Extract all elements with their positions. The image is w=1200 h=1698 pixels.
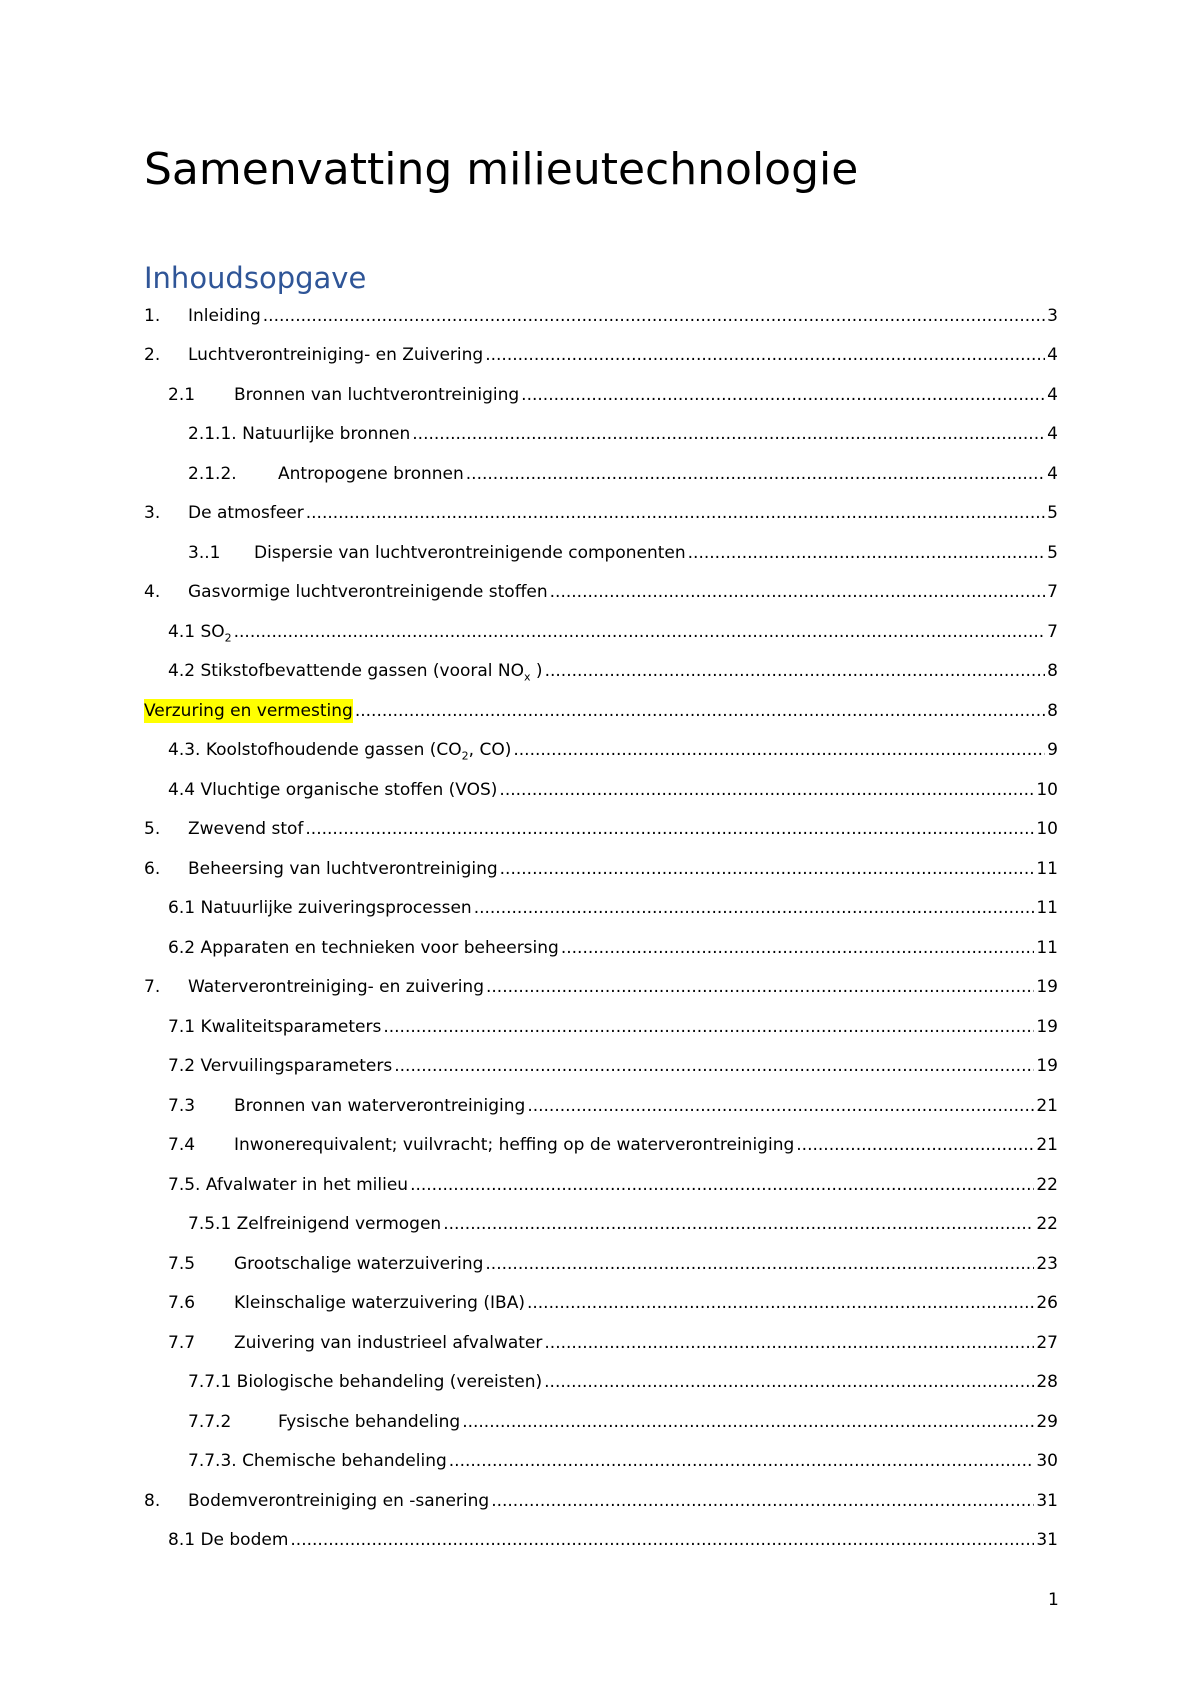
toc-dot-leader bbox=[561, 936, 1035, 960]
toc-entry-title-suffix: ) bbox=[530, 661, 543, 681]
toc-entry-waterverontreiniging[interactable] bbox=[144, 975, 1058, 999]
toc-entry-bodemverontreiniging[interactable] bbox=[144, 1489, 1058, 1513]
toc-entry-title: 7.7.3. Chemische behandeling bbox=[188, 1451, 447, 1471]
toc-entry-title: Antropogene bronnen bbox=[278, 464, 464, 484]
toc-entry-fysische[interactable] bbox=[188, 1410, 1058, 1434]
toc-entry-page: 4 bbox=[1047, 464, 1058, 484]
toc-entry-number: 2.1.2. bbox=[188, 464, 237, 484]
toc-dot-leader bbox=[521, 383, 1045, 407]
toc-entry-title: 8.1 De bodem bbox=[168, 1530, 289, 1550]
toc-dot-leader bbox=[485, 343, 1045, 367]
toc-entry-dispersie[interactable] bbox=[188, 541, 1058, 565]
toc-entry-verzuring[interactable] bbox=[144, 699, 1058, 723]
toc-entry-page: 30 bbox=[1036, 1451, 1058, 1471]
toc-dot-leader bbox=[527, 1094, 1034, 1118]
toc-dot-leader bbox=[527, 1291, 1034, 1315]
toc-entry-title-highlighted: Verzuring en vermesting bbox=[144, 701, 353, 721]
subscript: x bbox=[524, 670, 531, 683]
toc-entry-kleinschalige[interactable] bbox=[168, 1291, 1058, 1315]
toc-dot-leader bbox=[796, 1133, 1034, 1157]
toc-entry-title: Fysische behandeling bbox=[278, 1412, 461, 1432]
toc-entry-number: 7.3 bbox=[168, 1096, 196, 1116]
toc-entry-de-bodem[interactable] bbox=[168, 1528, 1058, 1552]
toc-dot-leader bbox=[499, 778, 1034, 802]
toc-entry-natuurlijke-zuivering[interactable] bbox=[168, 896, 1058, 920]
toc-entry-natuurlijke-bronnen[interactable] bbox=[188, 422, 1058, 446]
toc-entry-title: 7.1 Kwaliteitsparameters bbox=[168, 1017, 382, 1037]
toc-entry-title-text: 4.1 SO bbox=[168, 622, 225, 642]
toc-dot-leader bbox=[394, 1054, 1034, 1078]
toc-entry-title: Luchtverontreiniging- en Zuivering bbox=[188, 345, 484, 365]
toc-dot-leader bbox=[688, 541, 1046, 565]
toc-dot-leader bbox=[466, 462, 1045, 486]
toc-entry-number: 7. bbox=[144, 977, 161, 997]
toc-heading: Inhoudsopgave bbox=[144, 261, 367, 295]
toc-entry-bronnen-lucht[interactable] bbox=[168, 383, 1058, 407]
toc-entry-number: 2.1 bbox=[168, 385, 196, 405]
toc-dot-leader bbox=[486, 975, 1034, 999]
toc-dot-leader bbox=[443, 1212, 1034, 1236]
toc-dot-leader bbox=[383, 1015, 1034, 1039]
toc-entry-title: Waterverontreiniging- en zuivering bbox=[188, 977, 484, 997]
toc-dot-leader bbox=[545, 659, 1046, 683]
toc-entry-number: 7.6 bbox=[168, 1293, 196, 1313]
toc-entry-page: 19 bbox=[1036, 1017, 1058, 1037]
toc-entry-page: 5 bbox=[1047, 503, 1058, 523]
toc-entry-page: 19 bbox=[1036, 1056, 1058, 1076]
toc-entry-stikstof[interactable] bbox=[168, 659, 1058, 683]
toc-entry-title: 7.5. Afvalwater in het milieu bbox=[168, 1175, 409, 1195]
toc-dot-leader bbox=[513, 738, 1045, 762]
toc-entry-title: Zwevend stof bbox=[188, 819, 304, 839]
toc-entry-title: Inleiding bbox=[188, 306, 261, 326]
toc-entry-title-text: 4.3. Koolstofhoudende gassen (CO bbox=[168, 740, 462, 760]
toc-entry-title: Beheersing van luchtverontreiniging bbox=[188, 859, 498, 879]
toc-entry-page: 21 bbox=[1036, 1135, 1058, 1155]
toc-entry-afvalwater-milieu[interactable] bbox=[168, 1173, 1058, 1197]
toc-dot-leader bbox=[485, 1252, 1034, 1276]
toc-dot-leader bbox=[544, 1331, 1034, 1355]
toc-entry-zelfreinigend[interactable] bbox=[188, 1212, 1058, 1236]
toc-entry-title: Dispersie van luchtverontreinigende componenten bbox=[254, 543, 686, 563]
toc-entry-page: 26 bbox=[1036, 1293, 1058, 1313]
toc-entry-title: Kleinschalige waterzuivering (IBA) bbox=[234, 1293, 525, 1313]
toc-entry-luchtverontreiniging[interactable] bbox=[144, 343, 1058, 367]
toc-entry-number: 7.7 bbox=[168, 1333, 196, 1353]
toc-entry-title: 6.1 Natuurlijke zuiveringsprocessen bbox=[168, 898, 472, 918]
toc-entry-title: 7.7.1 Biologische behandeling (vereisten) bbox=[188, 1372, 543, 1392]
toc-dot-leader bbox=[410, 1173, 1034, 1197]
toc-entry-number: 1. bbox=[144, 306, 161, 326]
toc-entry-page: 27 bbox=[1036, 1333, 1058, 1353]
toc-entry-number: 6. bbox=[144, 859, 161, 879]
toc-entry-page: 11 bbox=[1036, 938, 1058, 958]
toc-entry-page: 28 bbox=[1036, 1372, 1058, 1392]
toc-entry-page: 19 bbox=[1036, 977, 1058, 997]
toc-entry-page: 31 bbox=[1036, 1530, 1058, 1550]
toc-entry-page: 23 bbox=[1036, 1254, 1058, 1274]
toc-entry-antropogene-bronnen[interactable] bbox=[188, 462, 1058, 486]
toc-entry-page: 10 bbox=[1036, 819, 1058, 839]
toc-entry-page: 9 bbox=[1047, 740, 1058, 760]
toc-entry-title: Zuivering van industrieel afvalwater bbox=[234, 1333, 543, 1353]
subscript: 2 bbox=[461, 749, 469, 762]
toc-entry-title-suffix: , CO) bbox=[468, 740, 512, 760]
toc-entry-page: 22 bbox=[1036, 1175, 1058, 1195]
toc-entry-page: 21 bbox=[1036, 1096, 1058, 1116]
toc-entry-title bbox=[168, 659, 543, 683]
toc-entry-title bbox=[168, 738, 511, 762]
toc-entry-number: 2. bbox=[144, 345, 161, 365]
toc-entry-title: Inwonerequivalent; vuilvracht; heffing op de waterverontreiniging bbox=[234, 1135, 795, 1155]
toc-entry-page: 11 bbox=[1036, 859, 1058, 879]
toc-dot-leader bbox=[544, 1370, 1034, 1394]
toc-dot-leader bbox=[263, 304, 1045, 328]
toc-entry-number: 7.4 bbox=[168, 1135, 196, 1155]
toc-entry-beheersing[interactable] bbox=[144, 857, 1058, 881]
toc-entry-chemische[interactable] bbox=[188, 1449, 1058, 1473]
toc-entry-title: 4.4 Vluchtige organische stoffen (VOS) bbox=[168, 780, 498, 800]
toc-entry-title: Bronnen van waterverontreiniging bbox=[234, 1096, 526, 1116]
toc-dot-leader bbox=[491, 1489, 1034, 1513]
toc-entry-title: 7.2 Vervuilingsparameters bbox=[168, 1056, 393, 1076]
toc-entry-number: 7.7.2 bbox=[188, 1412, 232, 1432]
toc-dot-leader bbox=[305, 817, 1034, 841]
toc-entry-inwonerequivalent[interactable] bbox=[168, 1133, 1058, 1157]
toc-dot-leader bbox=[500, 857, 1035, 881]
toc-dot-leader bbox=[550, 580, 1046, 604]
toc-entry-title: Bronnen van luchtverontreiniging bbox=[234, 385, 520, 405]
toc-entry-title: 7.5.1 Zelfreinigend vermogen bbox=[188, 1214, 442, 1234]
toc-entry-biologische[interactable] bbox=[188, 1370, 1058, 1394]
toc-entry-kwaliteitsparameters[interactable] bbox=[168, 1015, 1058, 1039]
toc-entry-page: 4 bbox=[1047, 424, 1058, 444]
toc-dot-leader bbox=[449, 1449, 1035, 1473]
toc-entry-page: 10 bbox=[1036, 780, 1058, 800]
toc-entry-number: 4. bbox=[144, 582, 161, 602]
toc-dot-leader bbox=[306, 501, 1045, 525]
toc-entry-number: 5. bbox=[144, 819, 161, 839]
toc-entry-page: 29 bbox=[1036, 1412, 1058, 1432]
toc-dot-leader bbox=[290, 1528, 1034, 1552]
toc-entry-number: 8. bbox=[144, 1491, 161, 1511]
toc-entry-title: De atmosfeer bbox=[188, 503, 304, 523]
toc-entry-gasvormige-stoffen[interactable] bbox=[144, 580, 1058, 604]
toc-entry-page: 8 bbox=[1047, 661, 1058, 681]
toc-dot-leader bbox=[474, 896, 1035, 920]
toc-entry-title: Bodemverontreiniging en -sanering bbox=[188, 1491, 490, 1511]
toc-entry-number: 7.5 bbox=[168, 1254, 196, 1274]
toc-entry-industrieel[interactable] bbox=[168, 1331, 1058, 1355]
toc-dot-leader bbox=[355, 699, 1045, 723]
toc-entry-title bbox=[168, 620, 232, 644]
toc-entry-vervuilingsparameters[interactable] bbox=[168, 1054, 1058, 1078]
toc-entry-vos[interactable] bbox=[168, 778, 1058, 802]
toc-entry-page: 4 bbox=[1047, 345, 1058, 365]
toc-entry-bronnen-water[interactable] bbox=[168, 1094, 1058, 1118]
toc-entry-so2[interactable] bbox=[168, 620, 1058, 644]
toc-entry-title: 2.1.1. Natuurlijke bronnen bbox=[188, 424, 411, 444]
toc-entry-page: 7 bbox=[1047, 622, 1058, 642]
toc-entry-inleiding[interactable] bbox=[144, 304, 1058, 328]
toc-entry-number: 3..1 bbox=[188, 543, 221, 563]
toc-entry-page: 3 bbox=[1047, 306, 1058, 326]
toc-entry-grootschalige[interactable] bbox=[168, 1252, 1058, 1276]
toc-entry-title: Grootschalige waterzuivering bbox=[234, 1254, 484, 1274]
document-title: Samenvatting milieutechnologie bbox=[144, 144, 859, 195]
toc-entry-atmosfeer[interactable] bbox=[144, 501, 1058, 525]
toc-entry-page: 11 bbox=[1036, 898, 1058, 918]
toc-entry-zwevend-stof[interactable] bbox=[144, 817, 1058, 841]
toc-entry-page: 7 bbox=[1047, 582, 1058, 602]
toc-entry-page: 4 bbox=[1047, 385, 1058, 405]
toc-dot-leader bbox=[412, 422, 1045, 446]
toc-entry-title-text: 4.2 Stikstofbevattende gassen (vooral NO bbox=[168, 661, 525, 681]
toc-entry-title: Gasvormige luchtverontreinigende stoffen bbox=[188, 582, 548, 602]
page-number: 1 bbox=[1048, 1590, 1059, 1610]
toc-entry-page: 5 bbox=[1047, 543, 1058, 563]
subscript: 2 bbox=[224, 631, 232, 644]
toc-entry-koolstof[interactable] bbox=[168, 738, 1058, 762]
toc-entry-number: 3. bbox=[144, 503, 161, 523]
toc-entry-page: 31 bbox=[1036, 1491, 1058, 1511]
toc-entry-page: 22 bbox=[1036, 1214, 1058, 1234]
toc-entry-title: 6.2 Apparaten en technieken voor beheersing bbox=[168, 938, 559, 958]
toc-dot-leader bbox=[234, 620, 1046, 644]
toc-dot-leader bbox=[462, 1410, 1034, 1434]
toc-entry-page: 8 bbox=[1047, 701, 1058, 721]
toc-entry-apparaten[interactable] bbox=[168, 936, 1058, 960]
